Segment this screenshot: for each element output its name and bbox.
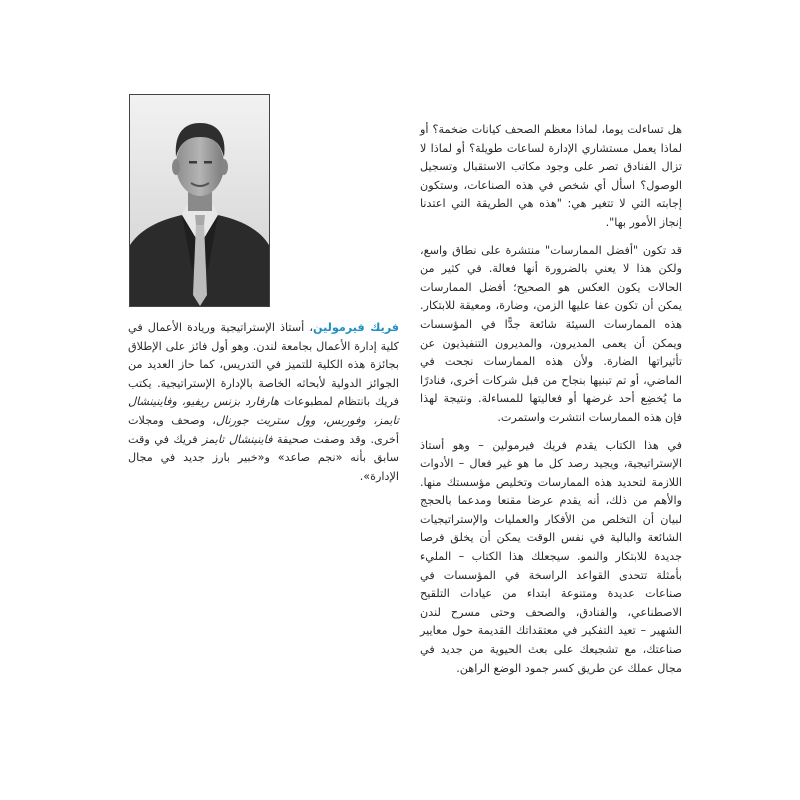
publications-list: هارفارد بزنس ريفيو، وفاينينشال تايمز، وفوربس، وول ستريت جورنال	[128, 395, 399, 427]
book-summary-paragraph: في هذا الكتاب يقدم فريك فيرمولين – وهو أستاذ الإستراتيجية، ويجيد رصد كل ما هو غير فعال – الأدوات اللازمة لتحديد هذه الممارسات وتخليص مؤسستك منها. والأهم من ذلك، أنه يقدم عرضا مقنعا ومدعما بالحجج لبيان أن التخلص من الأفكار والعمليات والإستراتيجيات الشائعة والبالية في نفس الوقت يمكن أن يخلق فرصا جديدة للابتكار والنمو. سيجعلك هذا الكتاب – المليء بأمثلة تتحدى القواعد الراسخة في المؤسسات في صناعات عديدة ومتنوعة ابتداء من عيادات التلقيح الاصطناعي، والفنادق، والصحف وحتى مسرح لندن الشهير – تعيد التفكير في معتقداتك القديمة حول معايير صناعتك، مع تشجيعك على بعث الحيوية من جديد في مجال عملك عن طريق كسر جمود الوضع الراهن.	[420, 438, 682, 675]
bio-text-1: ، أستاذ الإستراتيجية وريادة الأعمال في كلية إدارة الأعمال بجامعة لندن. وهو أول فائز على الإطلاق بجائزة هذه الكلية للتميز في التدريس، كما حاز العديد من الجوائز الدولية لأبحاثه الخاصة بالإدارة الإستراتيجية. يكتب فريك بانتظام لمطبوعات	[128, 321, 400, 409]
author-name: فريك فيرمولين	[313, 321, 399, 334]
main-text-column	[420, 121, 682, 678]
best-practices-paragraph: قد تكون "أفضل الممارسات" منتشرة على نطاق واسع، ولكن هذا لا يعني بالضرورة أنها فعالة. في كثير من الحالات يكون العكس هو الصحيح؛ أفضل الممارسات يمكن أن تكون عفا عليها الزمن، وضارة، ومعيقة للابتكار. هذه الممارسات السيئة شائعة جدًّا في المؤسسات ويمكن أن يعمى المديرون، والمديرون التنفيذيون عن تأثيراتها الضارة. ولأن هذه الممارسات نجحت في الماضي، أو تم تبنيها بنجاح من قبل شركات أخرى، فنادرًا ما يُخضِع أحد غرضها أو فعاليتها للمساءلة. ونتيجة لهذا فإن هذه الممارسات انتشرت واستمرت.	[420, 243, 682, 424]
author-bio	[128, 319, 399, 486]
author-bio-paragraph	[128, 319, 399, 486]
bio-text-3: فريك في وقت سابق بأنه «نجم صاعد» و«خبير بارز جديد في مجال الإدارة».	[128, 432, 399, 483]
publication-name: فاينينشال تايمز	[202, 432, 273, 446]
bio-text-2: ، وصحف ومجلات أخرى. وقد وصفت صحيفة	[128, 413, 400, 446]
intro-paragraph: هل تساءلت يوما، لماذا معظم الصحف كيانات ضخمة؟ أو لماذا يعمل مستشاري الإدارة لساعات طويلة؟ أو لماذا لا تزال الفنادق تصر على وجود مكاتب الاستقبال وتسجيل الوصول؟ اسأل أي شخص في هذه الصناعات، وستكون إجابته التي لا تتغير هي: "هذه هي الطريقة التي اعتدنا إنجاز الأمور بها".	[420, 123, 682, 229]
author-photo	[129, 94, 270, 307]
